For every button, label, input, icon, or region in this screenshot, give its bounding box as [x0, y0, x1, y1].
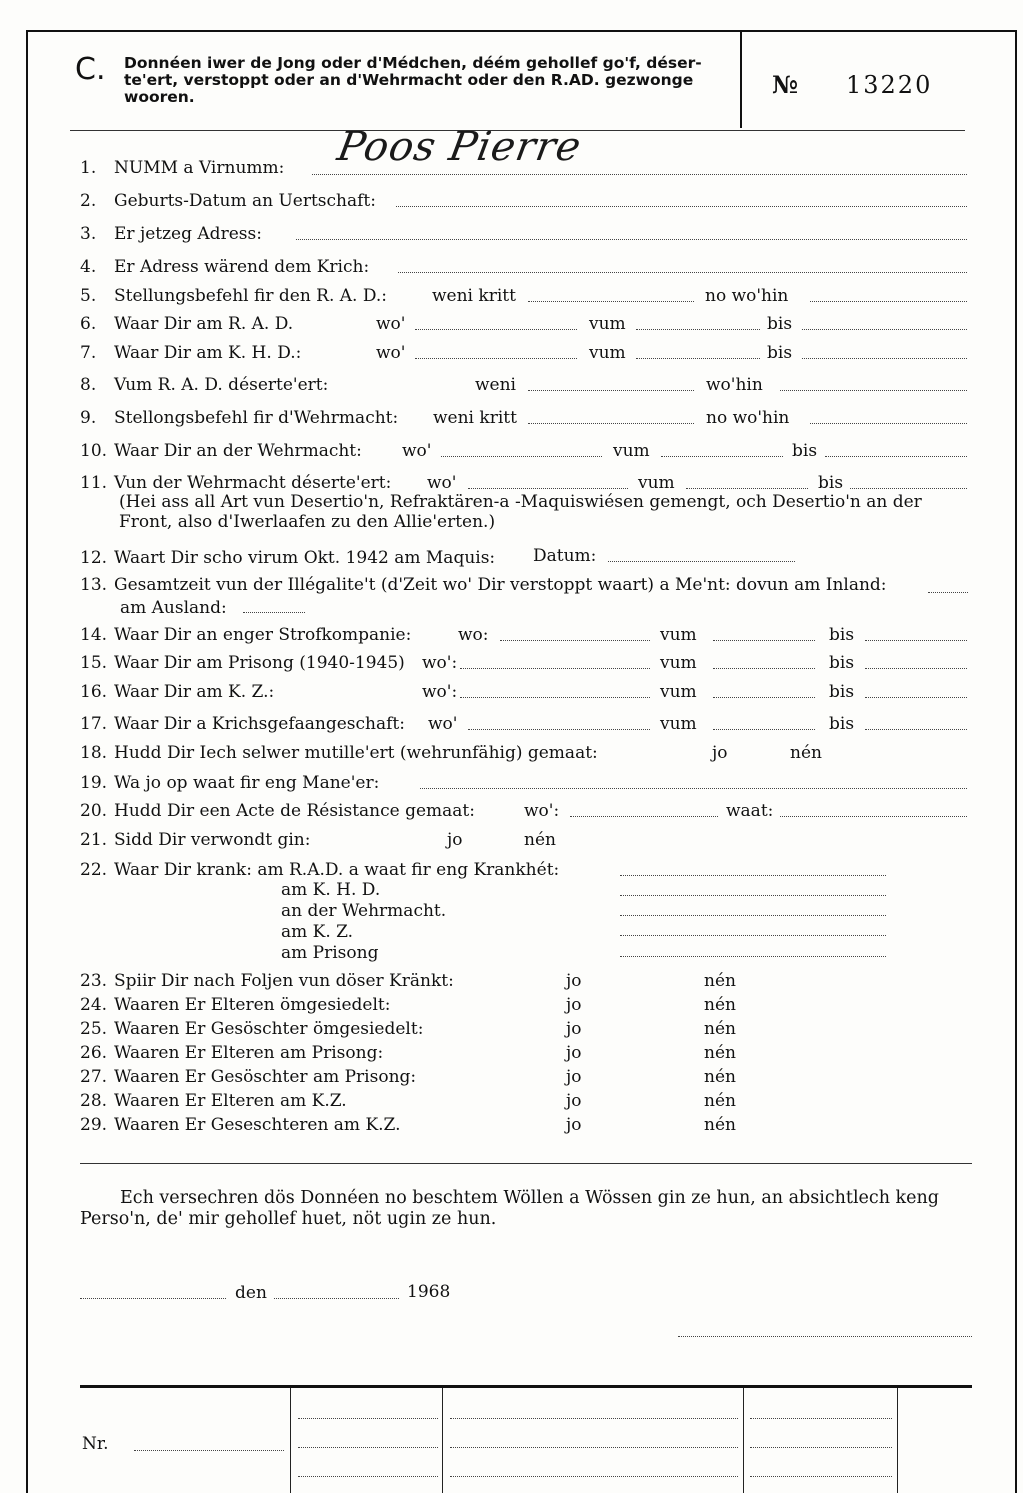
row-13	[80, 576, 960, 595]
field-label: bis	[767, 343, 793, 363]
nen-option[interactable]: nén	[524, 830, 556, 850]
row-label: Gesamtzeit vun der Illégalite't (d'Zeit wo' Dir verstoppt waart) a Me'nt: dovun am Inland:	[114, 575, 887, 595]
row-label: Sidd Dir verwondt gin:	[114, 830, 311, 850]
field-dots[interactable]	[865, 697, 967, 698]
row-21	[80, 830, 311, 850]
row-label: Waaren Er Gesöschter am Prisong:	[114, 1067, 417, 1087]
footer-dots[interactable]	[450, 1418, 738, 1419]
field-dots[interactable]	[528, 423, 694, 424]
field-dots[interactable]	[528, 390, 694, 391]
row-number: 3.	[80, 224, 97, 244]
row-number: 19.	[80, 773, 108, 793]
field-dots[interactable]	[713, 640, 815, 641]
jo-option[interactable]: jo	[566, 1043, 582, 1063]
nr-label: Nr.	[82, 1434, 109, 1454]
war-address-field[interactable]	[398, 272, 967, 273]
name-field[interactable]	[312, 174, 967, 175]
row-label: Waart Dir scho virum Okt. 1942 am Maquis:	[114, 548, 496, 568]
row-4	[80, 257, 369, 277]
sub-label: am K. H. D.	[281, 880, 381, 900]
footer-dots[interactable]	[298, 1447, 438, 1448]
form-number: 13220	[846, 71, 933, 99]
field-dots[interactable]	[243, 612, 305, 613]
row-label: Hudd Dir Iech selwer mutille'ert (wehrunfähig) gemaat:	[114, 743, 598, 763]
row-label: NUMM a Virnumm:	[114, 158, 285, 178]
field-label: vum	[589, 343, 626, 363]
row-label: Waar Dir an enger Strofkompanie:	[114, 625, 412, 645]
field-dots[interactable]	[713, 697, 815, 698]
field-label: weni kritt	[433, 408, 517, 428]
row-label: Stellongsbefehl fir d'Wehrmacht:	[114, 408, 399, 428]
footer-dots[interactable]	[450, 1447, 738, 1448]
row-number: 22.	[80, 860, 108, 880]
row-number: 28.	[80, 1091, 108, 1111]
row-6	[80, 314, 293, 334]
row-18	[80, 743, 598, 763]
jo-option[interactable]: jo	[566, 1115, 582, 1135]
nen-option[interactable]: nén	[704, 1115, 736, 1135]
row-number: 20.	[80, 801, 108, 821]
row-label: Waar Dir am K. Z.:	[114, 682, 275, 702]
row-number: 1.	[80, 158, 97, 178]
nen-option[interactable]: nén	[704, 995, 736, 1015]
row-number: 29.	[80, 1115, 108, 1135]
row-number: 26.	[80, 1043, 108, 1063]
field-dots[interactable]	[636, 329, 760, 330]
footer-col-divider	[897, 1388, 898, 1493]
row-28	[80, 1091, 347, 1111]
sub-label: am Prisong	[281, 943, 379, 963]
row-number: 21.	[80, 830, 108, 850]
field-dots[interactable]	[865, 668, 967, 669]
row-12	[80, 548, 495, 568]
row-7	[80, 343, 301, 363]
row-label: Waaren Er Gesöschter ömgesiedelt:	[114, 1019, 424, 1039]
row-17	[80, 714, 405, 734]
row-label: Waar Dir an der Wehrmacht:	[114, 441, 362, 461]
frame-left	[26, 30, 28, 1493]
row-label: Er Adress wärend dem Krich:	[114, 257, 370, 277]
field-label: bis	[829, 714, 855, 734]
row-label: Spiir Dir nach Foljen vun döser Kränkt:	[114, 971, 454, 991]
footer-col-divider	[442, 1388, 443, 1493]
field-label: wo'	[376, 314, 406, 334]
row-label: Waar Dir am Prisong (1940-1945)	[114, 653, 405, 673]
field-label: vum	[660, 714, 697, 734]
jo-option[interactable]: jo	[447, 830, 463, 850]
row-27	[80, 1067, 416, 1087]
field-dots[interactable]	[810, 301, 967, 302]
footer-dots[interactable]	[298, 1418, 438, 1419]
row-number: 17.	[80, 714, 108, 734]
field-label: bis	[829, 653, 855, 673]
field-label: vum	[660, 653, 697, 673]
row-label: Er jetzeg Adress:	[114, 224, 262, 244]
jo-option[interactable]: jo	[566, 1019, 582, 1039]
nen-option[interactable]: nén	[704, 971, 736, 991]
jo-option[interactable]: jo	[712, 743, 728, 763]
field-dots[interactable]	[468, 488, 628, 489]
section-rule	[80, 1163, 972, 1164]
row-10	[80, 441, 362, 461]
field-dots[interactable]	[620, 875, 886, 876]
row-19	[80, 773, 379, 793]
field-dots[interactable]	[810, 423, 967, 424]
row-number: 6.	[80, 314, 97, 334]
field-label: waat:	[726, 801, 774, 821]
field-dots[interactable]	[468, 729, 650, 730]
address-field[interactable]	[296, 239, 967, 240]
row-label: Vun der Wehrmacht déserte'ert:	[114, 473, 392, 493]
nen-option[interactable]: nén	[704, 1019, 736, 1039]
nen-option[interactable]: nén	[704, 1067, 736, 1087]
sub-label: am K. Z.	[281, 922, 354, 942]
row-number: 23.	[80, 971, 108, 991]
row-8	[80, 375, 328, 395]
row-label: Waaren Er Elteren am K.Z.	[114, 1091, 347, 1111]
footer-col-divider	[290, 1388, 291, 1493]
row-16	[80, 682, 274, 702]
field-dots[interactable]	[420, 788, 967, 789]
field-dots[interactable]	[620, 915, 886, 916]
row-label: Waar Dir krank: am R.A.D. a waat fir eng Krankhét:	[114, 860, 560, 880]
row-1	[80, 158, 284, 178]
row-15	[80, 653, 405, 673]
field-label: Datum:	[533, 546, 597, 566]
nen-option[interactable]: nén	[790, 743, 822, 763]
field-label: bis	[829, 625, 855, 645]
row-label: Waaren Er Elteren am Prisong:	[114, 1043, 384, 1063]
den-label: den	[235, 1283, 267, 1303]
nr-field[interactable]	[134, 1450, 284, 1451]
row-number: 2.	[80, 191, 97, 211]
row-number: 13.	[80, 575, 108, 595]
row-number: 4.	[80, 257, 97, 277]
field-dots[interactable]	[780, 816, 967, 817]
row-label: Waar Dir am K. H. D.:	[114, 343, 302, 363]
row-25	[80, 1019, 423, 1039]
row-label: Wa jo op waat fir eng Mane'er:	[114, 773, 380, 793]
field-label: vum	[589, 314, 626, 334]
declaration: Ech versechren dös Donnéen no beschtem Wöllen a Wössen gin ze hun, an absichtlech keng Perso'n, de' mir gehollef huet, nöt ugin ze hun.	[80, 1188, 939, 1229]
jo-option[interactable]: jo	[566, 1091, 582, 1111]
row-number: 24.	[80, 995, 108, 1015]
footer-dots[interactable]	[750, 1418, 892, 1419]
field-dots[interactable]	[636, 358, 760, 359]
row-number: 5.	[80, 286, 97, 306]
row-label: Vum R. A. D. déserte'ert:	[114, 375, 329, 395]
header-divider	[740, 30, 742, 128]
field-dots[interactable]	[608, 561, 795, 562]
row-number: 10.	[80, 441, 108, 461]
field-label: vum	[638, 473, 675, 493]
form-title: Donnéen iwer de Jong oder d'Médchen, déém gehollef go'f, déser-te'ert, verstoppt oder an d'Wehrmacht oder den R.AD. gezwonge wooren.	[124, 54, 702, 106]
field-label: wo'	[402, 441, 432, 461]
row-label: Waar Dir am R. A. D.	[114, 314, 294, 334]
nen-option[interactable]: nén	[704, 1091, 736, 1111]
field-label: wo':	[422, 682, 458, 702]
row-number: 8.	[80, 375, 97, 395]
row-14	[80, 625, 411, 645]
jo-option[interactable]: jo	[566, 1067, 582, 1087]
footer-dots[interactable]	[298, 1476, 438, 1477]
row-label: Stellungsbefehl fir den R. A. D.:	[114, 286, 388, 306]
jo-option[interactable]: jo	[566, 995, 582, 1015]
row-number: 14.	[80, 625, 108, 645]
sub-label: an der Wehrmacht.	[281, 901, 447, 921]
field-dots[interactable]	[570, 816, 718, 817]
field-dots[interactable]	[686, 488, 808, 489]
field-dots[interactable]	[620, 895, 886, 896]
field-label: wo':	[422, 653, 458, 673]
number-sign: №	[772, 70, 800, 99]
birth-field[interactable]	[396, 206, 967, 207]
footer-dots[interactable]	[750, 1447, 892, 1448]
row-label: Waaren Er Elteren ömgesiedelt:	[114, 995, 391, 1015]
row-3	[80, 224, 262, 244]
row-11	[80, 473, 391, 493]
field-dots[interactable]	[441, 456, 602, 457]
row-number: 15.	[80, 653, 108, 673]
signature-field[interactable]	[678, 1336, 972, 1337]
row-5	[80, 286, 387, 306]
place-field[interactable]	[80, 1298, 226, 1299]
field-label: vum	[660, 682, 697, 702]
field-label: weni	[475, 375, 516, 395]
field-label: vum	[660, 625, 697, 645]
row-23	[80, 971, 454, 991]
field-dots[interactable]	[620, 956, 886, 957]
field-dots[interactable]	[528, 301, 694, 302]
row-20	[80, 801, 475, 821]
date-field[interactable]	[274, 1298, 399, 1299]
field-label: no wo'hin	[706, 408, 790, 428]
field-dots[interactable]	[802, 358, 967, 359]
row-number: 12.	[80, 548, 108, 568]
field-dots[interactable]	[415, 329, 577, 330]
row-29	[80, 1115, 400, 1135]
field-dots[interactable]	[713, 668, 815, 669]
field-label: am Ausland:	[120, 598, 227, 618]
field-label: wo'	[376, 343, 406, 363]
field-dots[interactable]	[928, 592, 968, 593]
row-number: 11.	[80, 473, 108, 493]
field-dots[interactable]	[713, 729, 815, 730]
row-label: Geburts-Datum an Uertschaft:	[114, 191, 376, 211]
frame-right	[1015, 30, 1017, 1493]
row-22	[80, 860, 559, 880]
field-dots[interactable]	[780, 390, 967, 391]
row-number: 7.	[80, 343, 97, 363]
field-dots[interactable]	[850, 488, 967, 489]
footer-col-divider	[743, 1388, 744, 1493]
row-label: Hudd Dir een Acte de Résistance gemaat:	[114, 801, 475, 821]
row-26	[80, 1043, 383, 1063]
field-label: wo:	[458, 625, 489, 645]
handwritten-name: Poos Pierre	[333, 124, 586, 170]
footer-dots[interactable]	[450, 1476, 738, 1477]
row-24	[80, 995, 390, 1015]
field-dots[interactable]	[865, 640, 967, 641]
jo-option[interactable]: jo	[566, 971, 582, 991]
note-11: (Hei ass all Art vun Desertio'n, Refraktären-a -Maquiswiésen gemengt, och Desertio'n an der Front, also d'Iwerlaafen zu den Allie'erten.)	[119, 492, 922, 532]
row-number: 16.	[80, 682, 108, 702]
field-label: wo':	[524, 801, 560, 821]
field-dots[interactable]	[415, 358, 577, 359]
field-label: bis	[818, 473, 844, 493]
field-dots[interactable]	[500, 640, 650, 641]
field-dots[interactable]	[620, 935, 886, 936]
field-dots[interactable]	[460, 668, 650, 669]
field-label: bis	[767, 314, 793, 334]
field-label: wo'	[427, 473, 457, 493]
field-label: wo'	[428, 714, 458, 734]
field-dots[interactable]	[825, 456, 967, 457]
year-label: 1968	[407, 1282, 451, 1302]
row-number: 18.	[80, 743, 108, 763]
field-dots[interactable]	[661, 456, 783, 457]
field-label: wo'hin	[706, 375, 763, 395]
field-label: vum	[613, 441, 650, 461]
footer-rule	[80, 1385, 972, 1388]
section-letter: C.	[75, 52, 106, 87]
frame-top	[26, 30, 1017, 32]
row-2	[80, 191, 376, 211]
field-dots[interactable]	[802, 329, 967, 330]
row-number: 9.	[80, 408, 97, 428]
field-label: bis	[792, 441, 818, 461]
nen-option[interactable]: nén	[704, 1043, 736, 1063]
footer-dots[interactable]	[750, 1476, 892, 1477]
row-9	[80, 408, 398, 428]
row-label: Waar Dir a Krichsgefaangeschaft:	[114, 714, 405, 734]
field-dots[interactable]	[865, 729, 967, 730]
field-label: bis	[829, 682, 855, 702]
field-label: weni kritt	[432, 286, 516, 306]
field-dots[interactable]	[460, 697, 650, 698]
row-number: 27.	[80, 1067, 108, 1087]
field-label: no wo'hin	[705, 286, 789, 306]
row-number: 25.	[80, 1019, 108, 1039]
row-label: Waaren Er Geseschteren am K.Z.	[114, 1115, 401, 1135]
